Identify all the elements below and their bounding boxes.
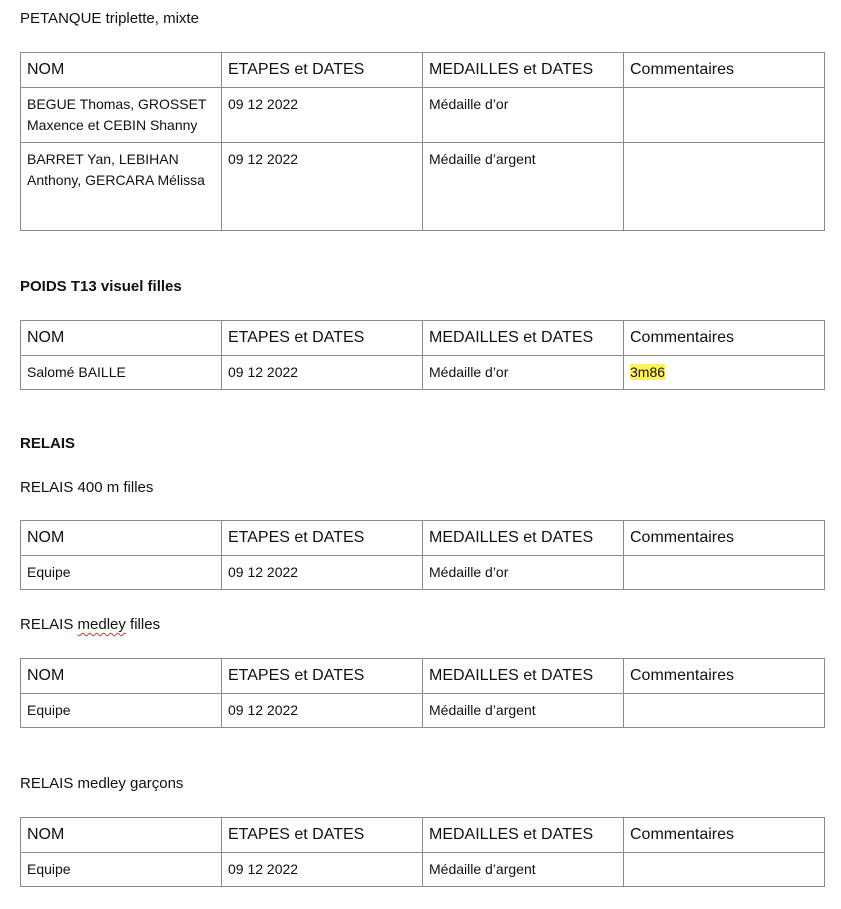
table-header-row — [21, 321, 825, 356]
cell-date: 09 12 2022 — [222, 88, 423, 143]
header-nom: NOM — [21, 53, 222, 88]
cell-nom: Equipe — [21, 694, 222, 728]
title-prefix: RELAIS — [20, 616, 78, 633]
header-nom: NOM — [21, 521, 222, 556]
header-medailles: MEDAILLES et DATES — [423, 521, 624, 556]
section-heading-relais: RELAIS — [20, 435, 76, 452]
section-title-poids: POIDS T13 visuel filles — [20, 278, 182, 295]
header-medailles: MEDAILLES et DATES — [423, 321, 624, 356]
cell-commentaire — [624, 694, 825, 728]
table-relais-400 — [20, 520, 825, 590]
table-header-row — [21, 53, 825, 88]
highlighted-comment: 3m86 — [630, 364, 666, 380]
section-title-relais-medley-garcons: RELAIS medley garçons — [20, 775, 184, 792]
header-commentaires: Commentaires — [624, 521, 825, 556]
cell-date: 09 12 2022 — [222, 143, 423, 231]
cell-nom: Equipe — [21, 556, 222, 590]
cell-medaille: Médaille d’or — [423, 556, 624, 590]
cell-commentaire — [624, 356, 825, 390]
header-nom: NOM — [21, 818, 222, 853]
table-relais-medley-garcons — [20, 817, 825, 887]
title-suffix: filles — [125, 616, 161, 633]
header-nom: NOM — [21, 321, 222, 356]
table-header-row — [21, 818, 825, 853]
section-title-petanque: PETANQUE triplette, mixte — [20, 10, 199, 27]
header-commentaires: Commentaires — [624, 818, 825, 853]
cell-nom: Salomé BAILLE — [21, 356, 222, 390]
header-medailles: MEDAILLES et DATES — [423, 818, 624, 853]
cell-medaille: Médaille d’argent — [423, 143, 624, 231]
cell-date: 09 12 2022 — [222, 356, 423, 390]
header-medailles: MEDAILLES et DATES — [423, 53, 624, 88]
cell-date: 09 12 2022 — [222, 853, 423, 887]
cell-medaille: Médaille d’argent — [423, 853, 624, 887]
cell-commentaire — [624, 88, 825, 143]
table-poids — [20, 320, 825, 390]
header-etapes: ETAPES et DATES — [222, 321, 423, 356]
cell-medaille: Médaille d’argent — [423, 694, 624, 728]
cell-nom: BEGUE Thomas, GROSSET Maxence et CEBIN Shanny — [21, 88, 222, 143]
cell-nom: Equipe — [21, 853, 222, 887]
table-row — [21, 143, 825, 231]
header-nom: NOM — [21, 659, 222, 694]
header-medailles: MEDAILLES et DATES — [423, 659, 624, 694]
table-header-row — [21, 521, 825, 556]
header-etapes: ETAPES et DATES — [222, 818, 423, 853]
table-relais-medley-filles — [20, 658, 825, 728]
section-title-relais-400: RELAIS 400 m filles — [20, 479, 154, 496]
table-row — [21, 556, 825, 590]
header-etapes: ETAPES et DATES — [222, 521, 423, 556]
header-etapes: ETAPES et DATES — [222, 53, 423, 88]
table-header-row — [21, 659, 825, 694]
cell-date: 09 12 2022 — [222, 694, 423, 728]
cell-date: 09 12 2022 — [222, 556, 423, 590]
cell-medaille: Médaille d’or — [423, 356, 624, 390]
table-row — [21, 356, 825, 390]
cell-commentaire — [624, 556, 825, 590]
table-row — [21, 88, 825, 143]
table-row — [21, 694, 825, 728]
section-title-relais-medley-filles — [20, 616, 160, 634]
cell-commentaire — [624, 143, 825, 231]
header-etapes: ETAPES et DATES — [222, 659, 423, 694]
cell-commentaire — [624, 853, 825, 887]
table-petanque — [20, 52, 825, 231]
header-commentaires: Commentaires — [624, 53, 825, 88]
cell-medaille: Médaille d’or — [423, 88, 624, 143]
table-row — [21, 853, 825, 887]
cell-nom: BARRET Yan, LEBIHAN Anthony, GERCARA Mélissa — [21, 143, 222, 231]
spellcheck-word: medley — [77, 616, 126, 633]
header-commentaires: Commentaires — [624, 321, 825, 356]
header-commentaires: Commentaires — [624, 659, 825, 694]
